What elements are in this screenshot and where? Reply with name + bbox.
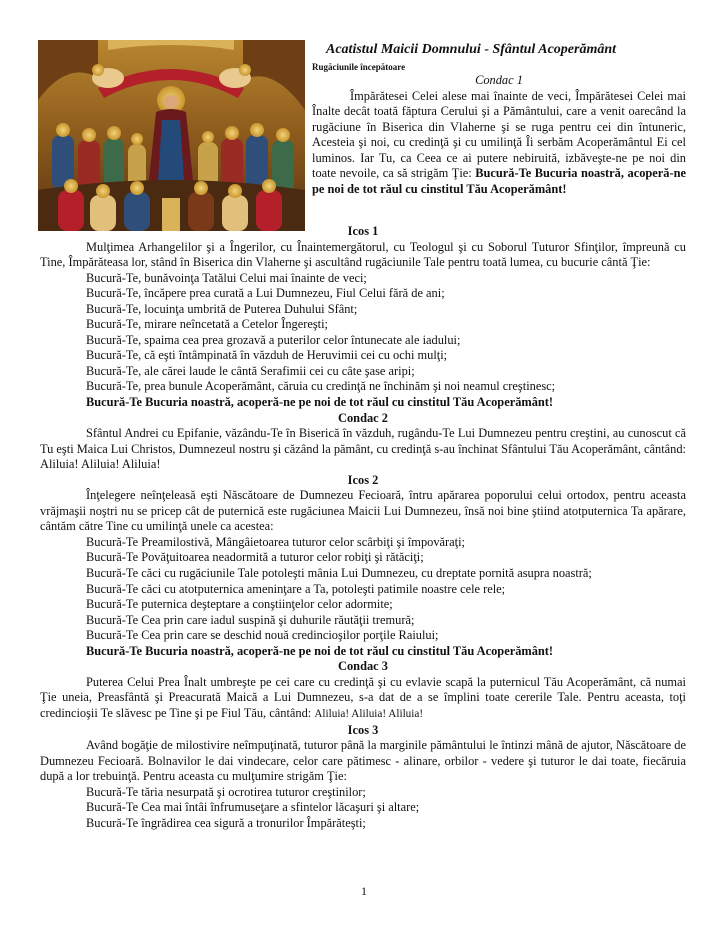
condac-1-block: [312, 73, 686, 197]
icos-3-line: Bucură-Te Cea mai întâi înfrumuseţare a sfintelor lăcaşuri şi altare;: [86, 800, 420, 815]
icos-2-line: Bucură-Te Preamilostivă, Mângâietoarea tuturor celor scârbiţi şi împovăraţi;: [86, 534, 465, 549]
condac-3-alleluia: Aliluia! Aliluia! Aliluia!: [314, 707, 424, 720]
icos-2-heading: Icos 2: [347, 472, 379, 487]
icos-3-text: Având bogăţie de milostivire neîmpuţinată, tuturor până la marginile pământului le întinzi mână de ajutor, Născătoare de Dumnezeu Fecioară. Bolnavilor le dai vindecare, celor care pătimesc - alinare, orbilor - vedere şi tuturor le dai toate, fiecăruia după a lor trebuinţă. Pentru aceasta cu mulţumire strigăm Ţie:: [40, 738, 686, 784]
icos-1-line: Bucură-Te, mirare neîncetată a Cetelor Îngereşti;: [86, 317, 329, 332]
condac-1-heading: Condac 1: [475, 73, 523, 87]
document-title: Acatistul Maicii Domnului - Sfântul Acoperământ: [326, 42, 617, 57]
icos-2-line: Bucură-Te căci cu rugăciunile Tale potoleşti mânia Lui Dumnezeu, cu dreptate pornită asupra noastră;: [86, 566, 592, 581]
condac-3-heading: Condac 3: [338, 659, 388, 674]
condac-3-text: [40, 675, 686, 723]
condac-2-text: Sfântul Andrei cu Epifanie, văzându-Te în Biserică în văzduh, rugându-Te Lui Dumnezeu pentru creştini, au cunoscut că Tu eşti Maica Lui Christos, Dumnezeul nostru şi căzând la pământ, cu credinţă s-au închinat Sfântului Tău Acoperământ, cântând: Aliluia! Aliluia! Aliluia!: [40, 426, 686, 472]
icos-3-line: Bucură-Te îngrădirea cea sigură a tronurilor Împărăteşti;: [86, 815, 366, 830]
icos-1-line: Bucură-Te, ale cărei laude le cântă Serafimii cei cu câte şase aripi;: [86, 363, 415, 378]
icos-1-line: Bucură-Te, spaima cea prea grozavă a puterilor celor întunecate ale iadului;: [86, 332, 461, 347]
condac-1-refrain: Bucură-Te Bucuria noastră, acoperă-ne pe noi de tot răul cu cinstitul Tău Acoperământ!: [312, 166, 686, 196]
icos-2-refrain: Bucură-Te Bucuria noastră, acoperă-ne pe noi de tot răul cu cinstitul Tău Acoperământ!: [86, 643, 554, 658]
protection-icon-painting: [38, 40, 305, 231]
icos-1-line: Bucură-Te, locuinţa umbrită de Puterea Duhului Sfânt;: [86, 301, 358, 316]
icos-1-line: Bucură-Te, prea bunule Acoperământ, căruia cu credinţă ne închinăm şi noi neamul creştinesc;: [86, 379, 556, 394]
condac-1-text: [312, 89, 686, 198]
icos-2-line: Bucură-Te Povăţuitoarea neadormită a tuturor celor robiţi şi rătăciţi;: [86, 550, 424, 565]
icos-1-text: Mulţimea Arhangelilor şi a Îngerilor, cu Înaintemergătorul, cu Teologul şi cu Soborul Tuturor Sfinţilor, împreună cu Tine, Împărăteasa lor, stând în Biserica din Vlaherne şi ascultând rugăciunile Tale pentru toată lumea, cu bucurie cântă Ţie:: [40, 239, 686, 270]
icos-1-refrain: Bucură-Te Bucuria noastră, acoperă-ne pe noi de tot răul cu cinstitul Tău Acoperământ!: [86, 395, 554, 410]
icos-3-line: Bucură-Te tăria nesurpată şi ocrotirea tuturor creştinilor;: [86, 784, 366, 799]
page-number: 1: [361, 884, 367, 898]
condac-2-heading: Condac 2: [338, 410, 388, 425]
section-subtitle: Rugăciunile începătoare: [312, 62, 406, 72]
icos-2-line: Bucură-Te Cea prin care iadul suspină şi duhurile răutăţii tremură;: [86, 612, 415, 627]
document-body: [40, 224, 686, 831]
icos-1-line: Bucură-Te, încăpere prea curată a Lui Dumnezeu, Fiul Celui fără de ani;: [86, 286, 445, 301]
icos-2-text: Înţelegere neînţeleasă eşti Născătoare de Dumnezeu Fecioară, întru apărarea poporului celui ortodox, pentru aceasta vrăjmaşii noştri nu se pricep cât de puternică este rugăciunea Maicii Lui Dumnezeu, însă noi bine ştiind atotputernica Ta apărare, cântăm către Tine cu umilinţă unele ca acestea:: [40, 488, 686, 534]
icos-1-line: Bucură-Te, bunăvoinţa Tatălui Celui mai înainte de veci;: [86, 270, 367, 285]
icos-3-heading: Icos 3: [347, 722, 379, 737]
icos-2-line: Bucură-Te căci cu atotputernica ameninţare a Ta, potoleşti patimile noastre cele rele;: [86, 581, 506, 596]
icos-2-line: Bucură-Te Cea prin care se deschid nouă credincioşilor porţile Raiului;: [86, 628, 439, 643]
icos-1-heading: Icos 1: [347, 224, 379, 238]
icos-2-line: Bucură-Te puternica deşteptare a conştiinţelor celor adormite;: [86, 597, 393, 612]
icos-1-line: Bucură-Te, că eşti întâmpinată în văzduh de Heruvimii cei cu ochi mulţi;: [86, 348, 448, 363]
condac-3-body: Puterea Celui Prea Înalt umbreşte pe cei care cu credinţă şi cu evlavie scapă la puternicul Tău Acoperământ, că numai Ţie uneia, Preasfântă şi Preacurată Maică a Lui Dumnezeu, s-a dat de a se împlini toate cererile Tale. Pentru aceasta, toţi credincioşii Te slăvesc pe Tine şi pe Fiul Tău, cântând:: [40, 674, 686, 720]
condac-1-body: Împărătesei Celei alese mai înainte de veci, Împărătesei Celei mai Înalte decât toată făptura Cerului şi a Pământului, care a venit oarecând la rugăciune în Biserica din Vlaherne şi se ruga pentru cei din întuneric, Acesteia şi noi, cu credinţă şi cu umilinţă Îi serbăm Acoperământul Ei cel luminos. Iar Tu, ca Ceea ce ai putere nebiruită, izbăveşte-ne pe noi din toate nevoile, ca să strigăm Ţie:: [312, 88, 686, 180]
